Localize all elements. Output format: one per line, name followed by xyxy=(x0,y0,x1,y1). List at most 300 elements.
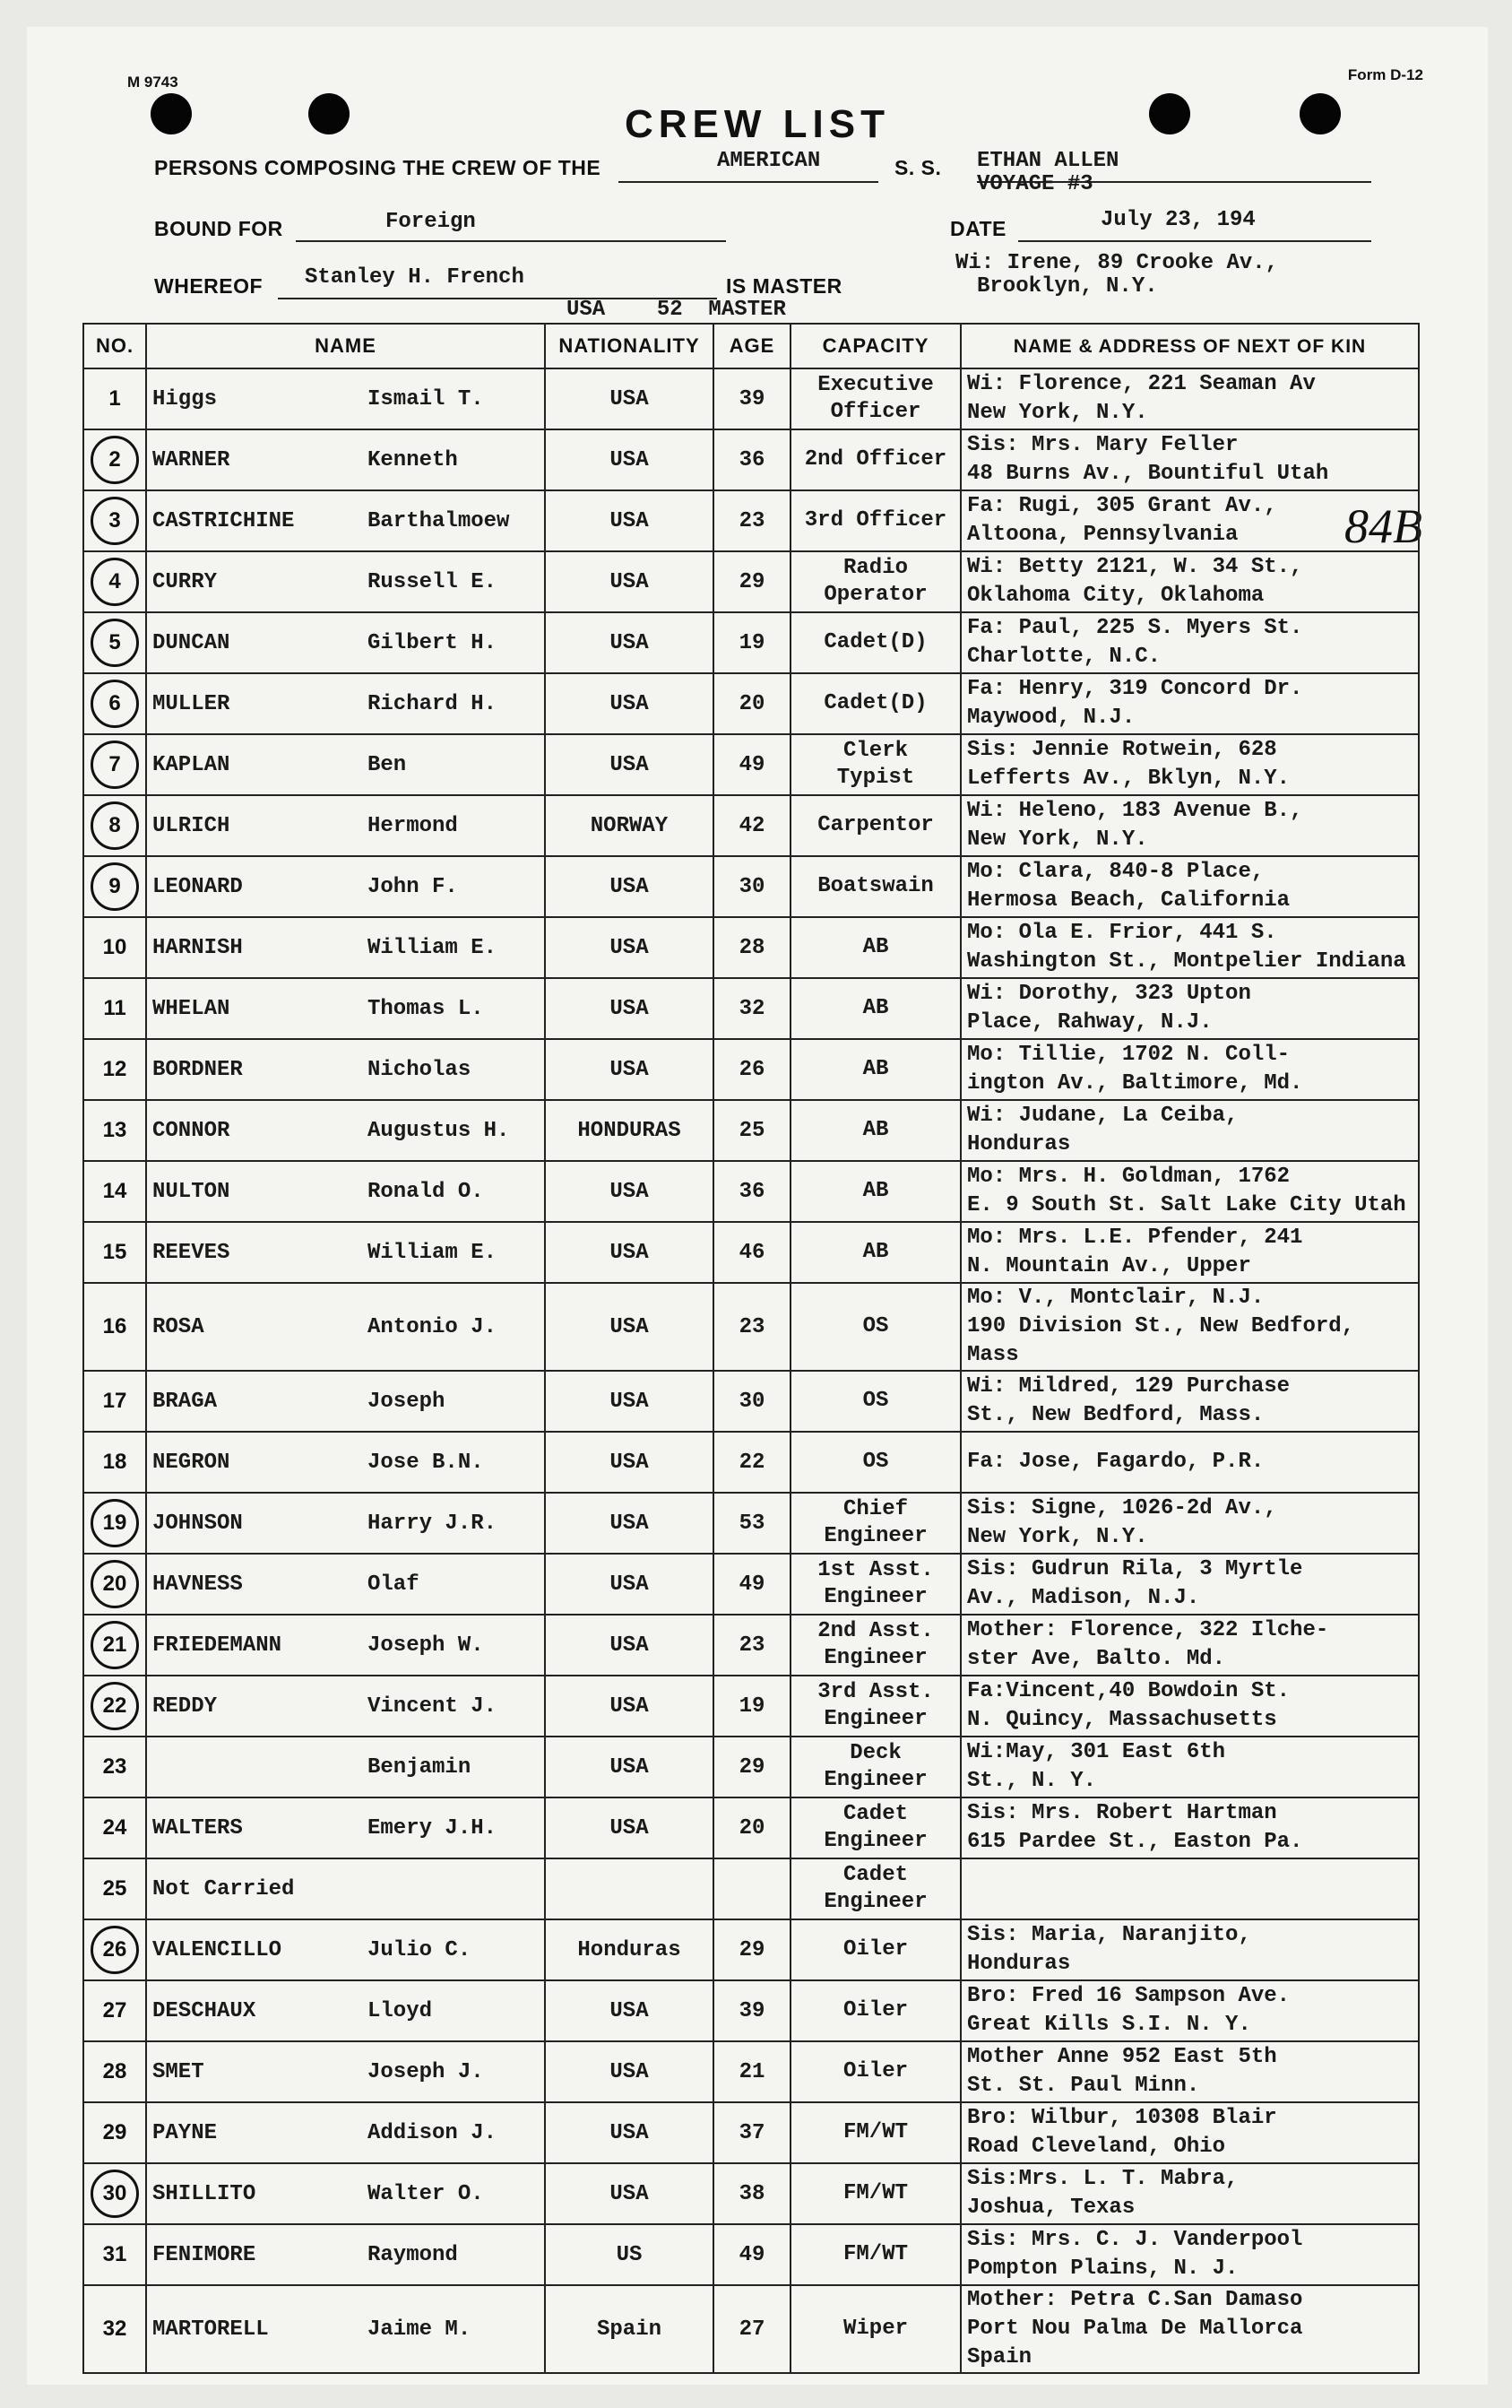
next-of-kin-cell xyxy=(961,1676,1419,1737)
crew-given-name: Gilbert H. xyxy=(367,630,497,655)
crew-number-cell xyxy=(83,978,146,1039)
crew-nationality: USA xyxy=(545,1493,713,1554)
crew-nationality: USA xyxy=(545,1161,713,1222)
kin-line: Fa: Jose, Fagardo, P.R. xyxy=(967,1450,1265,1474)
capacity-line: AB xyxy=(862,935,889,959)
crew-nationality: USA xyxy=(545,490,713,551)
crew-given-name: Thomas L. xyxy=(367,996,484,1021)
table-row xyxy=(83,734,1419,795)
crew-name-cell xyxy=(146,978,545,1039)
kin-line: Washington St., Montpelier Indiana xyxy=(967,949,1406,974)
kin-line: Wi: Mildred, 129 Purchase xyxy=(967,1374,1291,1399)
next-of-kin-cell xyxy=(961,612,1419,673)
kin-line: Sis: Gudrun Rila, 3 Myrtle xyxy=(967,1557,1303,1581)
crew-number-cell xyxy=(83,2041,146,2102)
crew-capacity-cell xyxy=(791,734,961,795)
crew-number-cell xyxy=(83,1371,146,1432)
crew-nationality: USA xyxy=(545,1222,713,1283)
circled-number: 3 xyxy=(91,497,139,545)
crew-given-name: Benjamin xyxy=(367,1754,471,1780)
crew-nationality: USA xyxy=(545,1797,713,1858)
crew-surname: PAYNE xyxy=(152,2120,218,2145)
crew-surname: NULTON xyxy=(152,1179,230,1204)
master-details: USA 52 MASTER xyxy=(566,298,786,322)
capacity-line: 2nd Asst. xyxy=(817,1619,934,1643)
kin-line: Wi: Heleno, 183 Avenue B., xyxy=(967,799,1303,823)
crew-surname: ULRICH xyxy=(152,813,230,838)
kin-line: Sis: Mrs. Robert Hartman xyxy=(967,1801,1277,1825)
crew-number-cell xyxy=(83,1554,146,1615)
crew-age: 42 xyxy=(713,795,791,856)
crew-number: 10 xyxy=(102,935,127,959)
crew-capacity-cell xyxy=(791,490,961,551)
crew-capacity-cell xyxy=(791,1100,961,1161)
kin-line: Lefferts Av., Bklyn, N.Y. xyxy=(967,767,1291,791)
crew-number: 23 xyxy=(102,1754,127,1779)
crew-surname: FRIEDEMANN xyxy=(152,1633,282,1658)
form-title: CREW LIST xyxy=(625,102,890,146)
crew-number-cell xyxy=(83,2285,146,2373)
table-row xyxy=(83,1615,1419,1676)
crew-age: 19 xyxy=(713,1676,791,1737)
circled-number: 30 xyxy=(91,2170,139,2218)
crew-given-name: Lloyd xyxy=(367,1998,433,2023)
crew-number-cell xyxy=(83,1222,146,1283)
crew-surname: DESCHAUX xyxy=(152,1998,256,2023)
crew-surname: Higgs xyxy=(152,386,218,411)
crew-name-cell xyxy=(146,1737,545,1797)
kin-line: Sis: Jennie Rotwein, 628 xyxy=(967,738,1277,762)
table-row xyxy=(83,1676,1419,1737)
crew-number: 16 xyxy=(102,1314,127,1338)
kin-line: ington Av., Baltimore, Md. xyxy=(967,1071,1303,1096)
crew-surname: REDDY xyxy=(152,1693,218,1719)
capacity-line: 3rd Officer xyxy=(804,508,947,533)
crew-surname: WHELAN xyxy=(152,996,230,1021)
kin-line: Sis: Mrs. Mary Feller xyxy=(967,433,1239,457)
crew-nationality: US xyxy=(545,2224,713,2285)
capacity-line: OS xyxy=(862,1314,889,1338)
crew-capacity-cell xyxy=(791,856,961,917)
crew-given-name: Julio C. xyxy=(367,1937,471,1962)
crew-number-cell xyxy=(83,368,146,429)
crew-number-cell xyxy=(83,429,146,490)
crew-capacity-cell xyxy=(791,1039,961,1100)
kin-line: Place, Rahway, N.J. xyxy=(967,1010,1213,1035)
next-of-kin-cell xyxy=(961,978,1419,1039)
capacity-line: Oiler xyxy=(842,2059,908,2083)
table-row xyxy=(83,1980,1419,2041)
crew-name-cell xyxy=(146,1980,545,2041)
table-row xyxy=(83,795,1419,856)
crew-nationality: USA xyxy=(545,2102,713,2163)
nationality-line xyxy=(618,181,878,183)
crew-number-cell xyxy=(83,551,146,612)
whereof-label: WHEREOF xyxy=(154,274,264,298)
capacity-line: Oiler xyxy=(842,1937,908,1962)
crew-nationality: USA xyxy=(545,1039,713,1100)
kin-line: New York, N.Y. xyxy=(967,401,1148,425)
crew-number-cell xyxy=(83,1980,146,2041)
kin-line: Charlotte, N.C. xyxy=(967,645,1162,669)
table-row xyxy=(83,1039,1419,1100)
crew-age: 37 xyxy=(713,2102,791,2163)
crew-name-cell xyxy=(146,1283,545,1371)
crew-name-cell xyxy=(146,1919,545,1980)
crew-surname: CASTRICHINE xyxy=(152,508,295,533)
kin-line: Fa: Paul, 225 S. Myers St. xyxy=(967,616,1303,640)
crew-name-cell xyxy=(146,1858,545,1919)
bound-label: BOUND FOR xyxy=(154,217,283,240)
crew-number: 28 xyxy=(102,2059,127,2083)
circled-number: 22 xyxy=(91,1682,139,1730)
crew-capacity-cell xyxy=(791,1797,961,1858)
kin-line: Mo: Mrs. H. Goldman, 1762 xyxy=(967,1165,1291,1189)
crew-nationality: Spain xyxy=(545,2285,713,2373)
kin-line: Hermosa Beach, California xyxy=(967,888,1291,913)
table-row xyxy=(83,1283,1419,1371)
crew-number-cell xyxy=(83,1493,146,1554)
capacity-line: Officer xyxy=(830,400,921,424)
kin-line: Spain xyxy=(967,2345,1032,2369)
crew-number: 29 xyxy=(102,2120,127,2144)
crew-capacity-cell xyxy=(791,1161,961,1222)
next-of-kin-cell xyxy=(961,2285,1419,2373)
crew-name-cell xyxy=(146,2102,545,2163)
next-of-kin-cell xyxy=(961,795,1419,856)
crew-number: 17 xyxy=(102,1389,127,1413)
next-of-kin-cell xyxy=(961,429,1419,490)
crew-surname: LEONARD xyxy=(152,874,243,899)
crew-given-name: Harry J.R. xyxy=(367,1511,497,1536)
crew-name-cell xyxy=(146,1100,545,1161)
kin-line: N. Mountain Av., Upper xyxy=(967,1254,1251,1278)
capacity-line: Engineer xyxy=(824,1890,928,1914)
crew-capacity-cell xyxy=(791,1222,961,1283)
crew-age: 49 xyxy=(713,734,791,795)
crew-name-cell xyxy=(146,2041,545,2102)
form-number-left: M 9743 xyxy=(127,74,178,91)
circled-number: 21 xyxy=(91,1621,139,1669)
kin-line: E. 9 South St. Salt Lake City Utah xyxy=(967,1193,1406,1217)
crew-name-cell xyxy=(146,490,545,551)
crew-surname: KAPLAN xyxy=(152,752,230,777)
next-of-kin-cell xyxy=(961,1371,1419,1432)
crew-age: 23 xyxy=(713,1283,791,1371)
crew-number-cell xyxy=(83,1676,146,1737)
capacity-line: FM/WT xyxy=(842,2181,908,2205)
capacity-line: Engineer xyxy=(824,1707,928,1731)
crew-capacity-cell xyxy=(791,1858,961,1919)
crew-capacity-cell xyxy=(791,2285,961,2373)
capacity-line: FM/WT xyxy=(842,2242,908,2266)
kin-line: Fa: Henry, 319 Concord Dr. xyxy=(967,677,1303,701)
crew-capacity-cell xyxy=(791,917,961,978)
crew-given-name: Walter O. xyxy=(367,2181,484,2206)
capacity-line: Wiper xyxy=(842,2317,908,2341)
next-of-kin-cell xyxy=(961,1615,1419,1676)
crew-name-cell xyxy=(146,1615,545,1676)
crew-number: 32 xyxy=(102,2317,127,2341)
kin-line: Road Cleveland, Ohio xyxy=(967,2135,1226,2159)
crew-given-name: Jaime M. xyxy=(367,2317,471,2342)
capacity-line: Cadet(D) xyxy=(824,691,928,715)
crew-nationality: Honduras xyxy=(545,1919,713,1980)
crew-age: 46 xyxy=(713,1222,791,1283)
master-kin-line1: Wi: Irene, 89 Crooke Av., xyxy=(955,251,1279,275)
nationality-value: AMERICAN xyxy=(717,149,821,173)
capacity-line: AB xyxy=(862,1057,889,1081)
circled-number: 8 xyxy=(91,801,139,850)
crew-age: 29 xyxy=(713,1919,791,1980)
crew-number-cell xyxy=(83,1737,146,1797)
circled-number: 7 xyxy=(91,741,139,789)
crew-number-cell xyxy=(83,2163,146,2224)
crew-surname: SMET xyxy=(152,2059,204,2084)
kin-line: New York, N.Y. xyxy=(967,827,1148,852)
kin-line: Mother: Florence, 322 Ilche- xyxy=(967,1618,1329,1642)
capacity-line: FM/WT xyxy=(842,2120,908,2144)
crew-given-name: Augustus H. xyxy=(367,1118,510,1143)
crew-name-cell xyxy=(146,1432,545,1493)
crew-number-cell xyxy=(83,795,146,856)
crew-given-name: Barthalmoew xyxy=(367,508,510,533)
kin-line: 190 Division St., New Bedford, Mass xyxy=(967,1314,1355,1367)
kin-line: 615 Pardee St., Easton Pa. xyxy=(967,1830,1303,1854)
crew-given-name: William E. xyxy=(367,1240,497,1265)
capacity-line: Deck xyxy=(850,1741,902,1765)
crew-surname: DUNCAN xyxy=(152,630,230,655)
table-row xyxy=(83,1371,1419,1432)
next-of-kin-cell xyxy=(961,734,1419,795)
crew-capacity-cell xyxy=(791,1737,961,1797)
crew-capacity-cell xyxy=(791,1919,961,1980)
table-row xyxy=(83,856,1419,917)
next-of-kin-cell xyxy=(961,856,1419,917)
ship-name: ETHAN ALLEN xyxy=(977,149,1119,173)
crew-number-cell xyxy=(83,2102,146,2163)
next-of-kin-cell xyxy=(961,1432,1419,1493)
date-label: DATE xyxy=(950,217,1007,240)
crew-name-cell xyxy=(146,429,545,490)
crew-given-name: Olaf xyxy=(367,1572,419,1597)
crew-surname: NEGRON xyxy=(152,1450,230,1475)
is-master-label: IS MASTER xyxy=(726,274,842,298)
kin-line: Sis: Signe, 1026-2d Av., xyxy=(967,1496,1277,1520)
next-of-kin-cell xyxy=(961,673,1419,734)
kin-line: ster Ave, Balto. Md. xyxy=(967,1647,1226,1671)
table-row xyxy=(83,1919,1419,1980)
crew-surname: BORDNER xyxy=(152,1057,243,1082)
crew-capacity-cell xyxy=(791,1371,961,1432)
kin-line: Mo: Tillie, 1702 N. Coll- xyxy=(967,1043,1291,1067)
kin-line: Bro: Wilbur, 10308 Blair xyxy=(967,2106,1277,2130)
table-row xyxy=(83,917,1419,978)
crew-name-cell xyxy=(146,2285,545,2373)
crew-nationality: USA xyxy=(545,673,713,734)
col-header-age: AGE xyxy=(713,324,791,368)
crew-capacity-cell xyxy=(791,1615,961,1676)
table-row xyxy=(83,551,1419,612)
crew-capacity-cell xyxy=(791,368,961,429)
crew-surname: BRAGA xyxy=(152,1389,218,1414)
next-of-kin-cell xyxy=(961,1858,1419,1919)
next-of-kin-cell xyxy=(961,2224,1419,2285)
capacity-line: OS xyxy=(862,1450,889,1474)
crew-name-cell xyxy=(146,1493,545,1554)
next-of-kin-cell xyxy=(961,551,1419,612)
crew-age: 49 xyxy=(713,1554,791,1615)
kin-line: Sis: Mrs. C. J. Vanderpool xyxy=(967,2228,1303,2252)
crew-nationality: USA xyxy=(545,978,713,1039)
crew-number: 1 xyxy=(108,386,121,411)
capacity-line: Engineer xyxy=(824,1524,928,1548)
kin-line: St., N. Y. xyxy=(967,1769,1097,1793)
crew-age: 30 xyxy=(713,1371,791,1432)
crew-number-cell xyxy=(83,734,146,795)
kin-line: N. Quincy, Massachusetts xyxy=(967,1708,1277,1732)
crew-surname: JOHNSON xyxy=(152,1511,243,1536)
crew-number: 27 xyxy=(102,1998,127,2023)
crew-nationality: USA xyxy=(545,2163,713,2224)
crew-number-cell xyxy=(83,856,146,917)
kin-line: Sis: Maria, Naranjito, xyxy=(967,1923,1251,1947)
next-of-kin-cell xyxy=(961,917,1419,978)
crew-given-name: William E. xyxy=(367,935,497,960)
next-of-kin-cell xyxy=(961,368,1419,429)
crew-number: 31 xyxy=(102,2242,127,2266)
circled-number: 4 xyxy=(91,558,139,606)
crew-capacity-cell xyxy=(791,673,961,734)
crew-given-name: Nicholas xyxy=(367,1057,471,1082)
crew-number: 14 xyxy=(102,1179,127,1203)
handwritten-note: 84B xyxy=(1344,499,1422,553)
capacity-line: Clerk xyxy=(842,739,908,763)
col-header-no: NO. xyxy=(83,324,146,368)
capacity-line: Carpentor xyxy=(817,813,934,837)
crew-age: 30 xyxy=(713,856,791,917)
crew-capacity-cell xyxy=(791,429,961,490)
crew-capacity-cell xyxy=(791,612,961,673)
kin-line: Mo: Clara, 840-8 Place, xyxy=(967,860,1265,884)
kin-line: Wi: Judane, La Ceiba, xyxy=(967,1104,1239,1128)
crew-age: 39 xyxy=(713,368,791,429)
circled-number: 5 xyxy=(91,619,139,667)
crew-nationality: USA xyxy=(545,917,713,978)
crew-number-cell xyxy=(83,612,146,673)
crew-nationality: HONDURAS xyxy=(545,1100,713,1161)
ss-label: S. S. xyxy=(894,156,942,179)
master-name: Stanley H. French xyxy=(305,265,524,290)
circled-number: 19 xyxy=(91,1499,139,1547)
capacity-line: Chief xyxy=(842,1497,908,1521)
table-row xyxy=(83,1161,1419,1222)
crew-capacity-cell xyxy=(791,1283,961,1371)
crew-given-name: Russell E. xyxy=(367,569,497,594)
table-row xyxy=(83,1858,1419,1919)
crew-name-cell xyxy=(146,1371,545,1432)
crew-age: 22 xyxy=(713,1432,791,1493)
crew-age: 26 xyxy=(713,1039,791,1100)
crew-name-cell xyxy=(146,856,545,917)
crew-surname: WARNER xyxy=(152,447,230,472)
crew-age: 23 xyxy=(713,1615,791,1676)
crew-name-cell xyxy=(146,2224,545,2285)
table-header-row xyxy=(83,324,1419,368)
kin-line: Mo: Ola E. Frior, 441 S. xyxy=(967,921,1277,945)
table-row xyxy=(83,2285,1419,2373)
crew-surname: CURRY xyxy=(152,569,218,594)
crew-number-cell xyxy=(83,1797,146,1858)
persons-label: PERSONS COMPOSING THE CREW OF THE xyxy=(154,156,601,179)
capacity-line: Typist xyxy=(836,766,915,790)
table-row xyxy=(83,2163,1419,2224)
capacity-line: AB xyxy=(862,996,889,1020)
capacity-line: 1st Asst. xyxy=(817,1558,934,1582)
next-of-kin-cell xyxy=(961,1919,1419,1980)
capacity-line: Cadet(D) xyxy=(824,630,928,654)
crew-given-name: Ismail T. xyxy=(367,386,484,411)
crew-given-name: Raymond xyxy=(367,2242,458,2267)
capacity-line: Engineer xyxy=(824,1646,928,1670)
capacity-line: 2nd Officer xyxy=(804,447,947,472)
kin-line: Maywood, N.J. xyxy=(967,706,1136,730)
circled-number: 26 xyxy=(91,1926,139,1974)
crew-number: 13 xyxy=(102,1118,127,1142)
crew-capacity-cell xyxy=(791,1554,961,1615)
crew-age: 36 xyxy=(713,1161,791,1222)
crew-name-cell xyxy=(146,612,545,673)
crew-age: 29 xyxy=(713,551,791,612)
date-line xyxy=(1018,240,1371,242)
crew-name-cell xyxy=(146,1676,545,1737)
crew-number-cell xyxy=(83,1161,146,1222)
crew-surname: SHILLITO xyxy=(152,2181,256,2206)
crew-nationality: USA xyxy=(545,551,713,612)
kin-line: Joshua, Texas xyxy=(967,2196,1136,2220)
crew-surname: Not Carried xyxy=(152,1876,295,1901)
next-of-kin-cell xyxy=(961,1554,1419,1615)
kin-line: Av., Madison, N.J. xyxy=(967,1586,1200,1610)
crew-nationality: USA xyxy=(545,1283,713,1371)
capacity-line: Boatswain xyxy=(817,874,934,898)
kin-line: Wi: Betty 2121, W. 34 St., xyxy=(967,555,1303,579)
kin-line: Wi: Florence, 221 Seaman Av xyxy=(967,372,1316,396)
capacity-line: Executive xyxy=(817,373,934,397)
crew-name-cell xyxy=(146,2163,545,2224)
crew-nationality: USA xyxy=(545,734,713,795)
crew-surname: ROSA xyxy=(152,1314,204,1339)
crew-capacity-cell xyxy=(791,1493,961,1554)
next-of-kin-cell xyxy=(961,2041,1419,2102)
bound-line xyxy=(296,240,726,242)
crew-surname: WALTERS xyxy=(152,1815,243,1841)
crew-number-cell xyxy=(83,1615,146,1676)
table-row xyxy=(83,2102,1419,2163)
capacity-line: Oiler xyxy=(842,1998,908,2023)
next-of-kin-cell xyxy=(961,1222,1419,1283)
crew-number-cell xyxy=(83,2224,146,2285)
crew-age: 23 xyxy=(713,490,791,551)
crew-given-name: Joseph W. xyxy=(367,1633,484,1658)
kin-line: Oklahoma City, Oklahoma xyxy=(967,584,1265,608)
next-of-kin-cell xyxy=(961,1797,1419,1858)
crew-surname: HAVNESS xyxy=(152,1572,243,1597)
crew-surname: MARTORELL xyxy=(152,2317,269,2342)
crew-number-cell xyxy=(83,1919,146,1980)
crew-name-cell xyxy=(146,1554,545,1615)
kin-line: Bro: Fred 16 Sampson Ave. xyxy=(967,1984,1291,2008)
